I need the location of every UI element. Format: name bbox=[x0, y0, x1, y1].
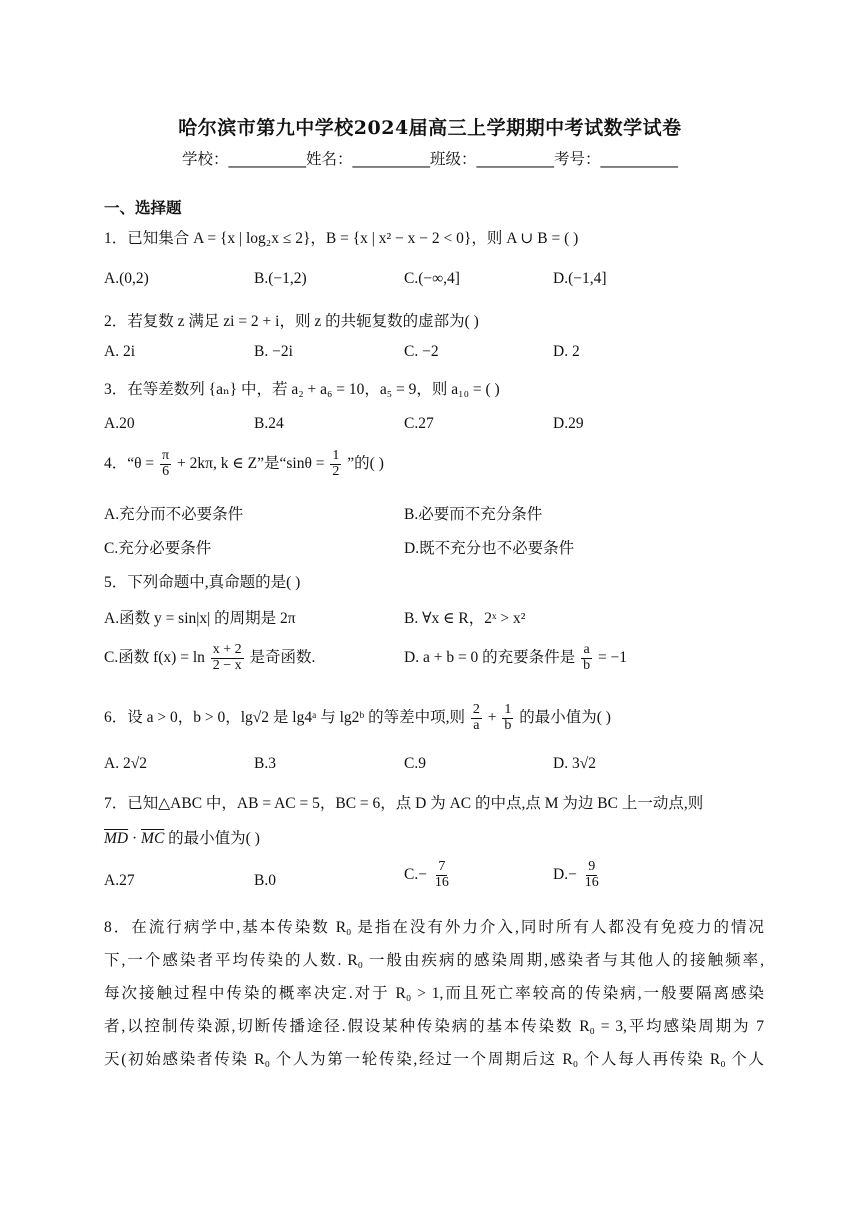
question-2-option-c: C. −2 bbox=[404, 343, 439, 360]
question-7-option-d-fraction bbox=[583, 860, 601, 890]
question-2-option-b: B. −2i bbox=[254, 343, 293, 360]
fraction-numerator: 2 bbox=[472, 702, 480, 717]
fraction-numerator: a bbox=[583, 642, 590, 657]
question-4-fraction-pi-over-6 bbox=[160, 449, 171, 479]
question-8-line-3: 每次接触过程中传染的概率决定.对于 R₀ > 1,而且死亡率较高的传染病,一般要隔离感染 bbox=[104, 985, 764, 1002]
question-2-option-d: D. 2 bbox=[553, 343, 580, 360]
question-7-option-c-fraction bbox=[433, 860, 451, 890]
fraction-denominator: b bbox=[583, 657, 591, 673]
question-6-option-c: C.9 bbox=[404, 755, 426, 772]
question-7-option-b: B.0 bbox=[254, 872, 276, 889]
question-4-fraction-one-half bbox=[330, 449, 341, 479]
question-4-option-a: A.充分而不必要条件 bbox=[104, 506, 244, 523]
question-5-option-a: A.函数 y = sin|x| 的周期是 2π bbox=[104, 610, 296, 627]
question-2-stem: 2．若复数 z 满足 zi = 2 + i，则 z 的共轭复数的虚部为( ) bbox=[104, 313, 479, 330]
question-8-line-2: 下,一个感染者平均传染的人数. R₀ 一般由疾病的感染周期,感染者与其他人的接触频率, bbox=[104, 952, 764, 969]
question-1-option-b: B.(−1,2) bbox=[254, 270, 307, 287]
question-5-option-c-post: 是奇函数. bbox=[249, 648, 316, 666]
question-2-option-a: A. 2i bbox=[104, 343, 135, 360]
question-8-line-1: 8．在流行病学中,基本传染数 R₀ 是指在没有外力介入,同时所有人都没有免疫力的情况 bbox=[104, 919, 764, 936]
fraction-denominator: 16 bbox=[584, 874, 599, 890]
question-7-option-d-label: D.− bbox=[553, 865, 577, 883]
question-6-option-d: D. 3√2 bbox=[553, 755, 596, 772]
question-5-option-d-post: = −1 bbox=[597, 648, 628, 666]
dot-operator: · bbox=[131, 830, 138, 847]
question-6-stem bbox=[104, 703, 760, 733]
question-5-option-d-text: D. a + b = 0 的充要条件是 bbox=[404, 648, 576, 666]
question-4-option-b: B.必要而不充分条件 bbox=[404, 506, 543, 523]
fraction-denominator: 2 bbox=[332, 463, 340, 479]
fraction-denominator: 16 bbox=[434, 874, 449, 890]
question-6-fraction-2-over-a bbox=[471, 703, 482, 733]
question-7-stem-post: 的最小值为( ) bbox=[168, 830, 260, 847]
question-7-option-c-label: C.− bbox=[404, 865, 427, 883]
question-4-option-d: D.既不充分也不必要条件 bbox=[404, 540, 575, 557]
question-6-option-b: B.3 bbox=[254, 755, 276, 772]
exam-title: 哈尔滨市第九中学校2024届高三上学期期中考试数学试卷 bbox=[178, 117, 682, 139]
question-6-fraction-1-over-b bbox=[502, 703, 513, 733]
question-4-option-c: C.充分必要条件 bbox=[104, 540, 212, 557]
question-4-stem-post: ”的( ) bbox=[347, 454, 384, 472]
fraction-numerator: x + 2 bbox=[212, 642, 242, 657]
fraction-numerator: 1 bbox=[332, 448, 340, 463]
fraction-numerator: 9 bbox=[588, 859, 596, 874]
question-1-option-c: C.(−∞,4] bbox=[404, 270, 460, 287]
student-info-line: 学校：__________姓名：__________班级：__________考号：__________ bbox=[181, 150, 678, 168]
question-5-option-d-fraction bbox=[581, 643, 592, 673]
question-8-line-5: 天(初始感染者传染 R₀ 个人为第一轮传染,经过一个周期后这 R₀ 个人每人再传染 R₀ 个人 bbox=[104, 1051, 764, 1068]
question-5-stem: 5．下列命题中,真命题的是( ) bbox=[104, 574, 301, 591]
vector-md: $\overline{MD}$ bbox=[104, 830, 129, 847]
fraction-numerator: 7 bbox=[438, 859, 446, 874]
section-heading: 一、选择题 bbox=[104, 199, 182, 217]
question-6-stem-mid: + bbox=[487, 708, 497, 726]
question-1-stem: 1．已知集合 A = {x | log₂x ≤ 2}，B = {x | x² − x − 2 < 0}，则 A ∪ B = ( ) bbox=[104, 230, 579, 247]
question-8-line-4: 者,以控制传染源,切断传播途径.假设某种传染病的基本传染数 R₀ = 3,平均感染周期为 7 bbox=[104, 1018, 764, 1035]
question-6-option-a: A. 2√2 bbox=[104, 755, 147, 772]
question-6-stem-post: 的最小值为( ) bbox=[519, 708, 611, 726]
question-3-option-c: C.27 bbox=[404, 415, 434, 432]
fraction-numerator: 1 bbox=[504, 702, 512, 717]
question-3-option-a: A.20 bbox=[104, 415, 135, 432]
question-1-option-a: A.(0,2) bbox=[104, 270, 149, 287]
question-3-option-d: D.29 bbox=[553, 415, 584, 432]
fraction-denominator: 2 − x bbox=[212, 657, 242, 673]
question-4-stem-mid: + 2kπ, k ∈ Z”是“sinθ = bbox=[177, 454, 325, 472]
question-5-option-c-text: C.函数 f(x) = ln bbox=[104, 648, 205, 666]
question-3-option-b: B.24 bbox=[254, 415, 284, 432]
fraction-denominator: 6 bbox=[162, 463, 170, 479]
question-5-option-b: B. ∀x ∈ R，2ˣ > x² bbox=[404, 610, 526, 627]
question-5-option-c-fraction bbox=[211, 643, 244, 673]
fraction-denominator: b bbox=[504, 717, 512, 733]
question-7-option-c bbox=[404, 860, 453, 890]
question-1-option-d: D.(−1,4] bbox=[553, 270, 607, 287]
question-3-stem: 3．在等差数列 {aₙ} 中，若 a₂ + a₆ = 10，a₅ = 9，则 a₁₀ = ( ) bbox=[104, 381, 500, 398]
question-5-option-c bbox=[104, 643, 315, 673]
question-7-option-a: A.27 bbox=[104, 872, 135, 889]
question-4-stem bbox=[104, 449, 760, 479]
vector-mc: $\overline{MC}$ bbox=[141, 830, 165, 847]
question-4-stem-pre: 4．“θ = bbox=[104, 454, 155, 472]
fraction-denominator: a bbox=[473, 717, 480, 733]
question-7-option-d bbox=[553, 860, 603, 890]
question-7-stem-line2 bbox=[104, 826, 760, 848]
question-5-option-d bbox=[404, 643, 627, 673]
fraction-numerator: π bbox=[162, 448, 170, 463]
question-6-stem-pre: 6．设 a > 0，b > 0，lg√2 是 lg4ᵃ 与 lg2ᵇ 的等差中项,则 bbox=[104, 708, 465, 726]
question-7-stem: 7．已知△ABC 中，AB = AC = 5，BC = 6，点 D 为 AC 的中点,点 M 为边 BC 上一动点,则 bbox=[104, 795, 704, 812]
